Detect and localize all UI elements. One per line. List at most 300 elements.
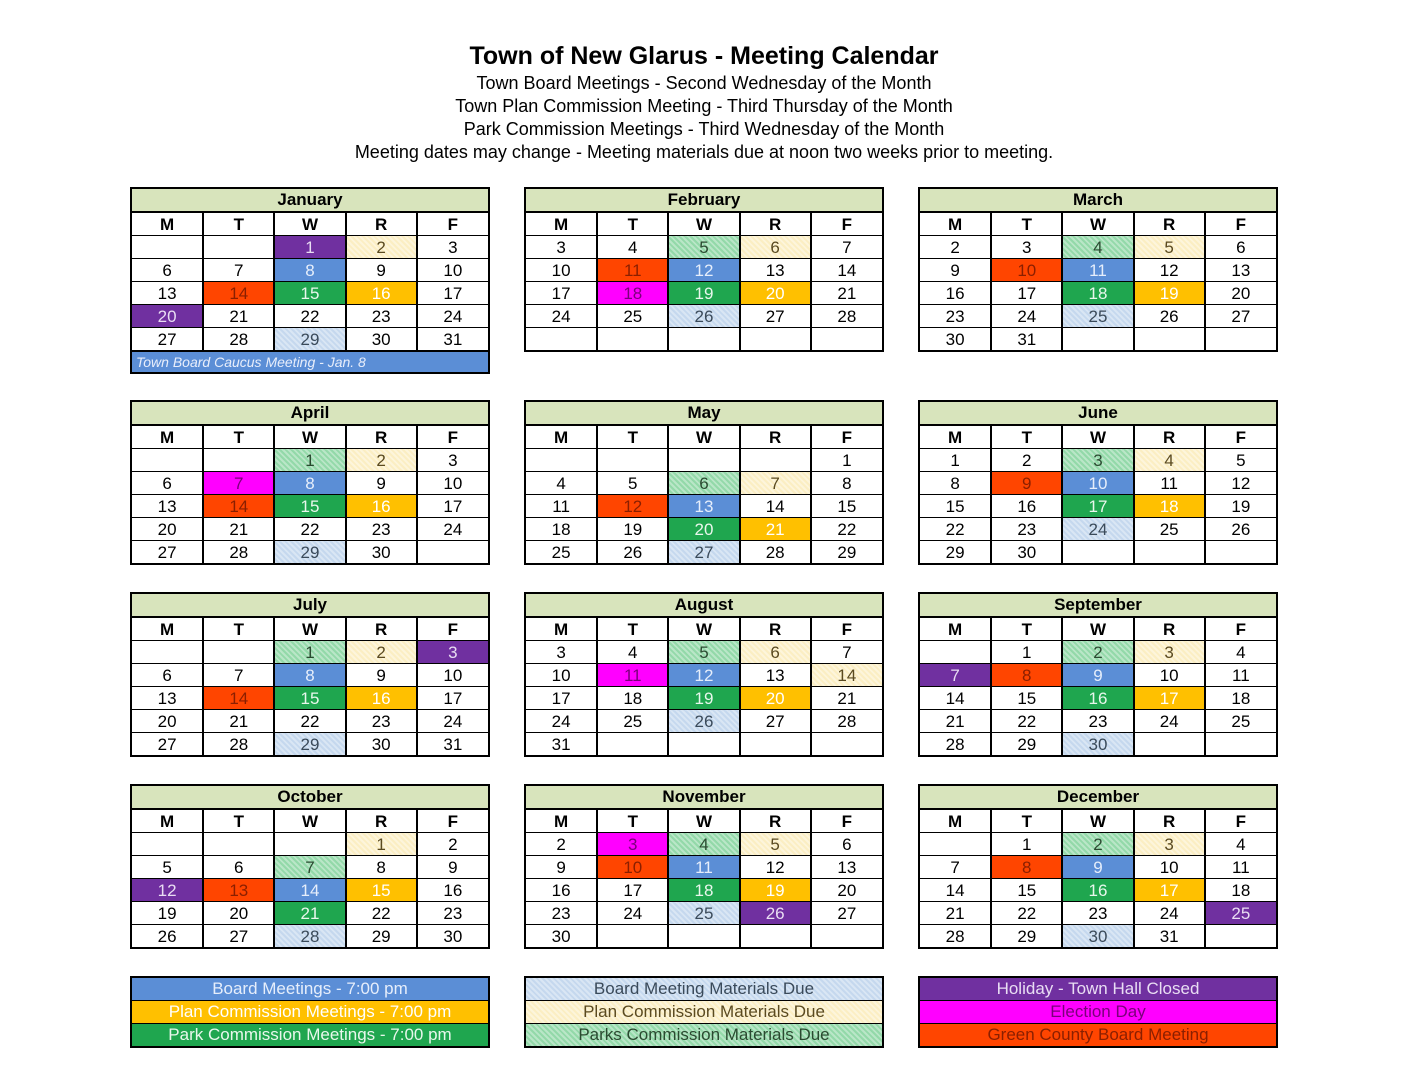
day-cell: 12 — [597, 495, 668, 518]
day-cell: 30 — [1062, 733, 1133, 756]
day-cell: 26 — [668, 710, 739, 733]
day-cell: 9 — [920, 259, 991, 282]
day-cell: 7 — [920, 664, 991, 687]
day-cell: 5 — [668, 641, 739, 664]
day-cell: 6 — [740, 236, 811, 259]
day-cell: 8 — [920, 472, 991, 495]
subtitle-line: Park Commission Meetings - Third Wednesday of the Month — [463, 119, 945, 139]
day-cell — [740, 733, 811, 756]
weekday-header: F — [1205, 810, 1276, 833]
week-row — [132, 687, 488, 710]
week-row — [526, 236, 882, 259]
weekday-header: M — [526, 213, 597, 236]
day-cell: 28 — [811, 710, 882, 733]
day-cell: 13 — [668, 495, 739, 518]
week-row — [132, 856, 488, 879]
day-cell: 24 — [417, 305, 488, 328]
day-cell: 16 — [346, 495, 417, 518]
day-cell: 3 — [597, 833, 668, 856]
day-cell: 30 — [526, 925, 597, 948]
weekday-header: F — [1205, 618, 1276, 641]
weekday-header: F — [811, 810, 882, 833]
legend-item-election: Election Day — [920, 1001, 1276, 1024]
day-cell: 24 — [526, 710, 597, 733]
legend-item-plan-due: Plan Commission Materials Due — [526, 1001, 882, 1024]
day-cell: 14 — [274, 879, 345, 902]
month-calendar-august — [524, 592, 884, 757]
day-cell: 16 — [991, 495, 1062, 518]
day-cell: 17 — [1134, 879, 1205, 902]
day-cell: 22 — [274, 305, 345, 328]
day-cell: 5 — [1134, 236, 1205, 259]
day-cell — [203, 833, 274, 856]
weekday-header: W — [1062, 213, 1133, 236]
day-cell: 21 — [274, 902, 345, 925]
day-cell: 29 — [920, 541, 991, 564]
day-cell: 6 — [203, 856, 274, 879]
month-name: October — [132, 786, 488, 810]
week-row — [132, 733, 488, 756]
week-row — [526, 733, 882, 756]
day-cell: 31 — [526, 733, 597, 756]
week-row — [920, 710, 1276, 733]
day-cell: 4 — [597, 236, 668, 259]
day-cell: 17 — [526, 687, 597, 710]
day-cell: 14 — [740, 495, 811, 518]
day-cell: 25 — [526, 541, 597, 564]
day-cell: 13 — [132, 282, 203, 305]
week-row — [132, 664, 488, 687]
week-row — [920, 879, 1276, 902]
day-cell: 8 — [811, 472, 882, 495]
weekday-header: W — [668, 213, 739, 236]
day-cell — [1205, 541, 1276, 564]
day-cell: 19 — [668, 282, 739, 305]
day-cell: 10 — [991, 259, 1062, 282]
day-cell: 30 — [346, 541, 417, 564]
day-cell: 11 — [1205, 664, 1276, 687]
weekday-header: R — [740, 213, 811, 236]
weekday-header: F — [811, 426, 882, 449]
day-cell: 18 — [1205, 687, 1276, 710]
day-cell: 9 — [417, 856, 488, 879]
day-cell — [1062, 541, 1133, 564]
day-cell: 4 — [526, 472, 597, 495]
legend-item-holiday: Holiday - Town Hall Closed — [920, 978, 1276, 1001]
day-cell: 19 — [132, 902, 203, 925]
day-cell: 21 — [203, 710, 274, 733]
day-cell — [740, 925, 811, 948]
week-row — [526, 282, 882, 305]
day-cell: 29 — [274, 733, 345, 756]
day-cell: 10 — [417, 472, 488, 495]
day-cell: 7 — [203, 259, 274, 282]
day-cell — [1134, 733, 1205, 756]
week-row — [920, 641, 1276, 664]
day-cell: 2 — [346, 641, 417, 664]
day-cell — [668, 925, 739, 948]
day-cell: 1 — [991, 641, 1062, 664]
week-row — [132, 236, 488, 259]
day-cell: 5 — [668, 236, 739, 259]
weekday-header: M — [132, 810, 203, 833]
day-cell: 25 — [1062, 305, 1133, 328]
day-cell: 12 — [1134, 259, 1205, 282]
day-cell: 25 — [1205, 902, 1276, 925]
month-name: May — [526, 402, 882, 426]
day-cell: 10 — [417, 664, 488, 687]
day-cell: 6 — [132, 472, 203, 495]
weekday-header: R — [740, 618, 811, 641]
day-cell: 10 — [597, 856, 668, 879]
day-cell: 20 — [132, 710, 203, 733]
month-calendar-january — [130, 187, 490, 374]
day-cell: 25 — [1205, 710, 1276, 733]
day-cell: 11 — [668, 856, 739, 879]
subtitle-line: Town Plan Commission Meeting - Third Thursday of the Month — [455, 96, 953, 116]
day-cell: 19 — [1134, 282, 1205, 305]
day-cell: 8 — [991, 856, 1062, 879]
day-cell: 27 — [811, 902, 882, 925]
day-cell: 23 — [346, 710, 417, 733]
day-cell: 8 — [346, 856, 417, 879]
weekday-header: T — [203, 213, 274, 236]
week-row — [920, 518, 1276, 541]
weekday-header: R — [1134, 213, 1205, 236]
weekday-header: T — [597, 810, 668, 833]
day-cell: 2 — [526, 833, 597, 856]
week-row — [526, 833, 882, 856]
day-cell: 5 — [132, 856, 203, 879]
day-cell: 4 — [1205, 833, 1276, 856]
day-cell: 3 — [417, 236, 488, 259]
month-calendar-november — [524, 784, 884, 949]
weekday-header: F — [1205, 213, 1276, 236]
week-row — [526, 305, 882, 328]
weekday-header: W — [668, 426, 739, 449]
weekday-header: T — [597, 426, 668, 449]
day-cell: 23 — [991, 518, 1062, 541]
day-cell: 30 — [443, 926, 463, 946]
day-cell: 26 — [740, 902, 811, 925]
page-header — [0, 40, 1408, 164]
day-cell: 25 — [668, 902, 739, 925]
week-row — [526, 902, 882, 925]
day-cell: 15 — [991, 687, 1062, 710]
day-cell: 30 — [991, 541, 1062, 564]
day-cell: 14 — [920, 687, 991, 710]
day-cell: 20 — [740, 282, 811, 305]
week-row — [920, 925, 1276, 948]
week-row — [526, 641, 882, 664]
day-cell: 28 — [920, 733, 991, 756]
day-cell: 5 — [597, 472, 668, 495]
day-cell: 16 — [346, 282, 417, 305]
day-cell: 6 — [132, 259, 203, 282]
day-cell: 17 — [417, 282, 488, 305]
weekday-header: F — [417, 618, 488, 641]
weekday-header: T — [991, 213, 1062, 236]
legend-item-county: Green County Board Meeting — [920, 1024, 1276, 1046]
day-cell: 27 — [668, 541, 739, 564]
week-row — [132, 472, 488, 495]
week-row — [132, 495, 488, 518]
day-cell: 7 — [203, 664, 274, 687]
day-cell: 18 — [597, 687, 668, 710]
weekday-header: M — [920, 810, 991, 833]
day-cell: 27 — [740, 710, 811, 733]
day-cell: 10 — [526, 259, 597, 282]
day-cell: 18 — [526, 518, 597, 541]
day-cell: 2 — [417, 833, 488, 856]
day-cell: 12 — [740, 856, 811, 879]
day-cell: 30 — [346, 733, 417, 756]
day-cell: 17 — [597, 879, 668, 902]
weekday-header: M — [526, 426, 597, 449]
day-cell: 12 — [668, 664, 739, 687]
day-cell: 6 — [668, 472, 739, 495]
day-cell: 10 — [1062, 472, 1133, 495]
day-cell — [526, 328, 597, 351]
day-cell: 27 — [740, 305, 811, 328]
day-cell: 28 — [274, 925, 345, 948]
day-cell: 26 — [668, 305, 739, 328]
day-cell: 19 — [668, 687, 739, 710]
day-cell: 26 — [1134, 305, 1205, 328]
day-cell: 1 — [991, 833, 1062, 856]
day-cell: 11 — [526, 495, 597, 518]
day-cell: 1 — [274, 641, 345, 664]
week-row — [920, 259, 1276, 282]
week-row — [132, 710, 488, 733]
day-cell: 7 — [920, 856, 991, 879]
legend-item-board-due: Board Meeting Materials Due — [526, 978, 882, 1001]
weekday-header: M — [526, 810, 597, 833]
day-cell: 28 — [740, 541, 811, 564]
week-row — [526, 541, 882, 564]
day-cell: 6 — [740, 641, 811, 664]
day-cell: 4 — [1205, 641, 1276, 664]
day-cell: 23 — [526, 902, 597, 925]
week-row — [526, 495, 882, 518]
day-cell: 22 — [274, 518, 345, 541]
day-cell: 13 — [132, 687, 203, 710]
day-cell: 3 — [417, 449, 488, 472]
weekday-header: M — [526, 618, 597, 641]
day-cell: 28 — [203, 328, 274, 351]
day-cell: 28 — [920, 925, 991, 948]
day-cell: 16 — [346, 687, 417, 710]
day-cell: 2 — [346, 449, 417, 472]
day-cell: 19 — [597, 518, 668, 541]
weekday-header: W — [1062, 618, 1133, 641]
week-row — [920, 664, 1276, 687]
day-cell: 30 — [1062, 925, 1133, 948]
weekday-header: T — [991, 810, 1062, 833]
day-cell: 1 — [274, 236, 345, 259]
day-cell: 24 — [1062, 518, 1133, 541]
day-cell — [1134, 328, 1205, 351]
day-cell — [1205, 328, 1276, 351]
day-cell: 20 — [132, 518, 203, 541]
day-cell: 12 — [668, 259, 739, 282]
day-cell: 3 — [526, 236, 597, 259]
month-name: April — [132, 402, 488, 426]
week-row — [526, 328, 882, 351]
weekday-header: T — [991, 426, 1062, 449]
day-cell: 23 — [920, 305, 991, 328]
day-cell — [920, 833, 991, 856]
day-cell: 10 — [417, 259, 488, 282]
day-cell: 22 — [811, 518, 882, 541]
legend-item-plan: Plan Commission Meetings - 7:00 pm — [132, 1001, 488, 1024]
day-cell: 16 — [1062, 879, 1133, 902]
day-cell: 15 — [811, 495, 882, 518]
day-cell: 7 — [740, 472, 811, 495]
day-cell — [668, 449, 739, 472]
day-cell: 29 — [837, 542, 857, 562]
day-cell: 12 — [1205, 472, 1276, 495]
week-row — [132, 282, 488, 305]
month-name: November — [526, 786, 882, 810]
weekday-header: R — [1134, 426, 1205, 449]
day-cell: 4 — [668, 833, 739, 856]
day-cell: 21 — [920, 902, 991, 925]
day-cell: 18 — [1134, 495, 1205, 518]
weekday-header: M — [132, 426, 203, 449]
day-cell: 31 — [443, 734, 463, 754]
month-calendar-may — [524, 400, 884, 565]
week-row — [920, 902, 1276, 925]
day-cell: 7 — [811, 641, 882, 664]
day-cell: 17 — [991, 282, 1062, 305]
week-row — [920, 449, 1276, 472]
weekday-header: F — [811, 213, 882, 236]
day-cell: 24 — [526, 305, 597, 328]
day-cell: 5 — [740, 833, 811, 856]
day-cell: 14 — [203, 495, 274, 518]
day-cell: 26 — [1205, 518, 1276, 541]
month-calendar-october — [130, 784, 490, 949]
day-cell: 19 — [740, 879, 811, 902]
weekday-header: T — [991, 618, 1062, 641]
legend-item-park-due: Parks Commission Materials Due — [526, 1024, 882, 1046]
week-row — [132, 305, 488, 328]
day-cell — [811, 328, 882, 351]
weekday-header: T — [597, 213, 668, 236]
day-cell: 2 — [346, 236, 417, 259]
legend-box — [524, 976, 884, 1048]
week-row — [132, 925, 488, 948]
day-cell: 13 — [203, 879, 274, 902]
day-cell: 20 — [740, 687, 811, 710]
day-cell: 21 — [203, 518, 274, 541]
day-cell — [132, 236, 203, 259]
weekday-header: R — [346, 618, 417, 641]
day-cell — [417, 541, 488, 564]
day-cell: 13 — [1205, 259, 1276, 282]
day-cell — [132, 833, 203, 856]
day-cell: 23 — [417, 902, 488, 925]
month-name: March — [920, 189, 1276, 213]
day-cell: 29 — [991, 733, 1062, 756]
day-cell: 3 — [1134, 833, 1205, 856]
day-cell: 2 — [920, 236, 991, 259]
week-row — [132, 541, 488, 564]
day-cell: 11 — [1134, 472, 1205, 495]
week-row — [526, 518, 882, 541]
month-calendar-september — [918, 592, 1278, 757]
day-cell: 20 — [811, 879, 882, 902]
week-row — [920, 495, 1276, 518]
day-cell: 15 — [274, 687, 345, 710]
day-cell: 26 — [597, 541, 668, 564]
day-cell: 8 — [274, 472, 345, 495]
day-cell: 6 — [132, 664, 203, 687]
day-cell — [668, 328, 739, 351]
day-cell — [811, 925, 882, 948]
month-name: June — [920, 402, 1276, 426]
weekday-header: W — [274, 426, 345, 449]
week-row — [526, 710, 882, 733]
weekday-header: R — [740, 810, 811, 833]
week-row — [920, 472, 1276, 495]
month-calendar-july — [130, 592, 490, 757]
day-cell: 24 — [991, 305, 1062, 328]
day-cell: 13 — [740, 664, 811, 687]
day-cell: 18 — [597, 282, 668, 305]
weekday-header: R — [346, 810, 417, 833]
day-cell: 26 — [132, 925, 203, 948]
day-cell: 21 — [920, 710, 991, 733]
day-cell: 28 — [811, 305, 882, 328]
day-cell: 11 — [1205, 856, 1276, 879]
day-cell — [1205, 925, 1276, 948]
day-cell: 11 — [597, 664, 668, 687]
weekday-header: W — [1062, 810, 1133, 833]
day-cell: 9 — [526, 856, 597, 879]
week-row — [920, 856, 1276, 879]
day-cell: 14 — [811, 664, 882, 687]
day-cell: 17 — [1062, 495, 1133, 518]
day-cell: 24 — [417, 710, 488, 733]
day-cell: 29 — [991, 925, 1062, 948]
day-cell: 14 — [203, 282, 274, 305]
day-cell: 27 — [1205, 305, 1276, 328]
day-cell: 4 — [1134, 449, 1205, 472]
day-cell: 23 — [1062, 902, 1133, 925]
day-cell: 3 — [526, 641, 597, 664]
day-cell: 7 — [811, 236, 882, 259]
day-cell: 21 — [811, 282, 882, 305]
day-cell: 28 — [203, 541, 274, 564]
week-row — [132, 518, 488, 541]
day-cell: 21 — [740, 518, 811, 541]
week-row — [526, 879, 882, 902]
day-cell: 15 — [346, 879, 417, 902]
day-cell: 14 — [811, 259, 882, 282]
week-row — [920, 282, 1276, 305]
day-cell: 18 — [668, 879, 739, 902]
day-cell — [203, 236, 274, 259]
week-row — [132, 879, 488, 902]
day-cell — [740, 449, 811, 472]
day-cell: 29 — [346, 925, 417, 948]
day-cell — [526, 449, 597, 472]
week-row — [132, 902, 488, 925]
day-cell: 14 — [920, 879, 991, 902]
day-cell: 22 — [346, 902, 417, 925]
